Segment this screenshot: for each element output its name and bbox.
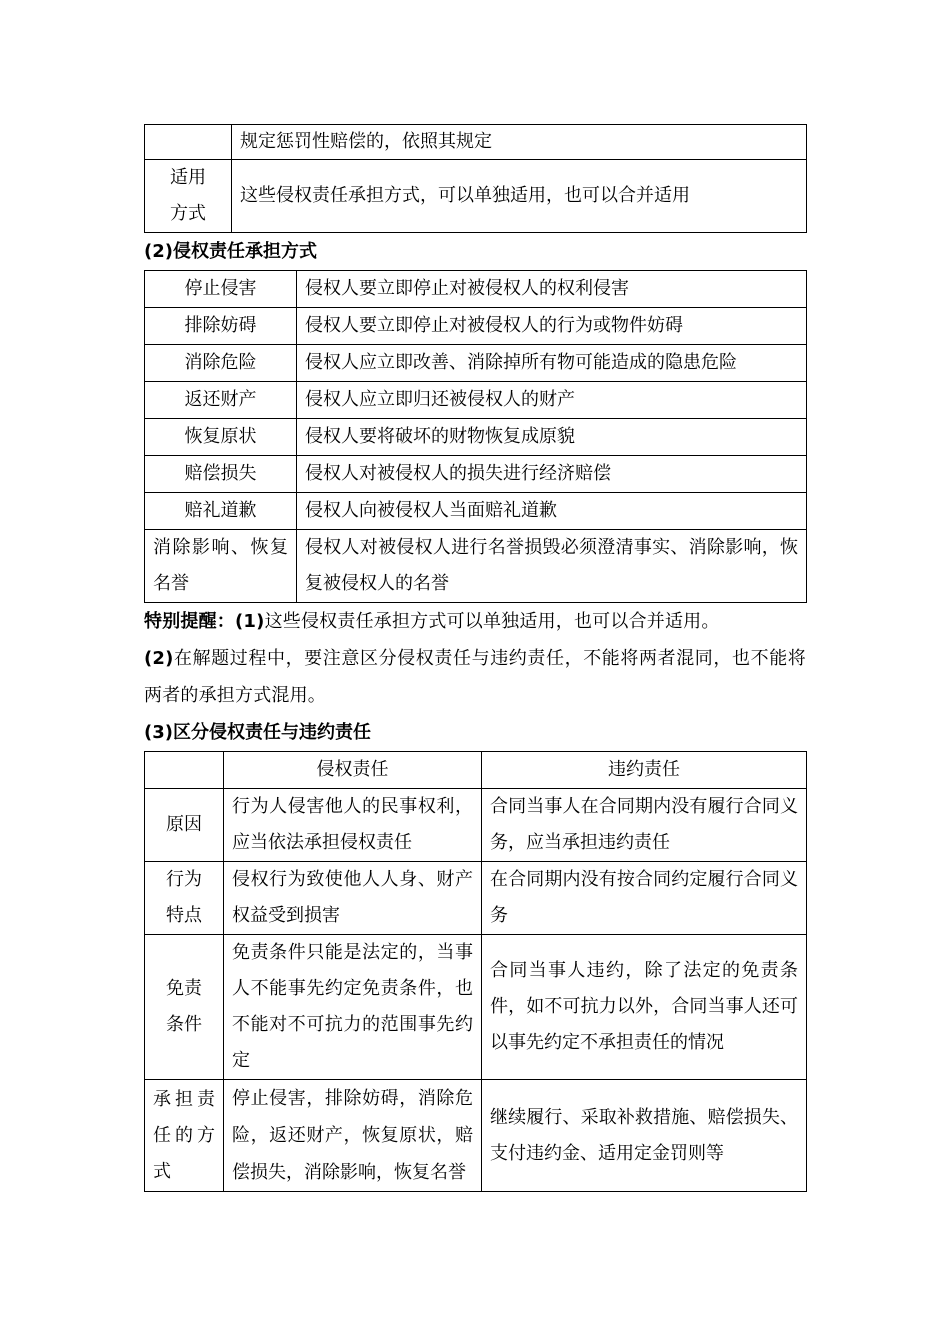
special-reminder — [144, 603, 806, 640]
tort-cell: 行为人侵害他人的民事权利，应当依法承担侵权责任 — [224, 789, 482, 862]
header-cell: 违约责任 — [482, 752, 807, 789]
section-heading: (2)侵权责任承担方式 — [144, 241, 317, 262]
method-name: 赔礼道歉 — [145, 493, 297, 530]
method-desc: 侵权人对被侵权人的损失进行经济赔偿 — [297, 456, 807, 493]
document-page — [144, 124, 806, 1192]
table-row — [145, 456, 807, 493]
method-desc: 侵权人要将破坏的财物恢复成原貌 — [297, 419, 807, 456]
table-row — [145, 308, 807, 345]
tort-cell: 侵权行为致使他人人身、财产权益受到损害 — [224, 862, 482, 935]
table-row — [145, 1080, 807, 1192]
row-label: 免责条件 — [145, 935, 224, 1080]
table-cell-label: 适用方式 — [145, 160, 232, 233]
table-row — [145, 125, 807, 160]
header-cell: 侵权责任 — [224, 752, 482, 789]
tort-cell: 免责条件只能是法定的，当事人不能事先约定免责条件，也不能对不可抗力的范围事先约定 — [224, 935, 482, 1080]
contract-cell: 继续履行、采取补救措施、赔偿损失、支付违约金、适用定金罚则等 — [482, 1080, 807, 1192]
reminder-text: 这些侵权责任承担方式可以单独适用，也可以合并适用。 — [264, 611, 720, 632]
table-header-row — [145, 752, 807, 789]
reminder-num: (2) — [144, 648, 174, 669]
table-row — [145, 271, 807, 308]
table-cell-label — [145, 125, 232, 160]
row-label: 承担责任的方式 — [145, 1080, 224, 1192]
row-label: 行为特点 — [145, 862, 224, 935]
method-desc: 侵权人对被侵权人进行名誉损毁必须澄清事实、消除影响，恢复被侵权人的名誉 — [297, 530, 807, 603]
contract-cell: 合同当事人在合同期内没有履行合同义务，应当承担违约责任 — [482, 789, 807, 862]
table-cell-content: 这些侵权责任承担方式，可以单独适用，也可以合并适用 — [232, 160, 807, 233]
contract-cell: 合同当事人违约，除了法定的免责条件，如不可抗力以外，合同当事人还可以事先约定不承担责任的情况 — [482, 935, 807, 1080]
table-row — [145, 935, 807, 1080]
method-name: 赔偿损失 — [145, 456, 297, 493]
reminder-paragraph — [144, 640, 806, 714]
table-cell-content: 规定惩罚性赔偿的，依照其规定 — [232, 125, 807, 160]
table-row — [145, 493, 807, 530]
table-row — [145, 160, 807, 233]
section-heading: (3)区分侵权责任与违约责任 — [144, 722, 371, 743]
method-name: 排除妨碍 — [145, 308, 297, 345]
method-name: 停止侵害 — [145, 271, 297, 308]
method-desc: 侵权人向被侵权人当面赔礼道歉 — [297, 493, 807, 530]
table-apply-methods — [144, 124, 807, 233]
method-desc: 侵权人应立即改善、消除掉所有物可能造成的隐患危险 — [297, 345, 807, 382]
table-row — [145, 789, 807, 862]
reminder-text: 在解题过程中，要注意区分侵权责任与违约责任，不能将两者混同，也不能将两者的承担方式混用。 — [144, 648, 806, 706]
method-name: 返还财产 — [145, 382, 297, 419]
method-name: 消除影响、恢复名誉 — [145, 530, 297, 603]
table-row — [145, 382, 807, 419]
table-tort-vs-contract — [144, 751, 807, 1192]
table-row — [145, 419, 807, 456]
method-desc: 侵权人要立即停止对被侵权人的行为或物件妨碍 — [297, 308, 807, 345]
table-row — [145, 530, 807, 603]
method-desc: 侵权人应立即归还被侵权人的财产 — [297, 382, 807, 419]
header-cell — [145, 752, 224, 789]
table-row — [145, 862, 807, 935]
table-liability-methods — [144, 270, 807, 603]
method-name: 恢复原状 — [145, 419, 297, 456]
tort-cell: 停止侵害，排除妨碍，消除危险，返还财产，恢复原状，赔偿损失，消除影响，恢复名誉 — [224, 1080, 482, 1192]
method-name: 消除危险 — [145, 345, 297, 382]
reminder-label: 特别提醒： — [144, 611, 235, 632]
contract-cell: 在合同期内没有按合同约定履行合同义务 — [482, 862, 807, 935]
method-desc: 侵权人要立即停止对被侵权人的权利侵害 — [297, 271, 807, 308]
table-row — [145, 345, 807, 382]
row-label: 原因 — [145, 789, 224, 862]
reminder-num: (1) — [235, 611, 265, 632]
